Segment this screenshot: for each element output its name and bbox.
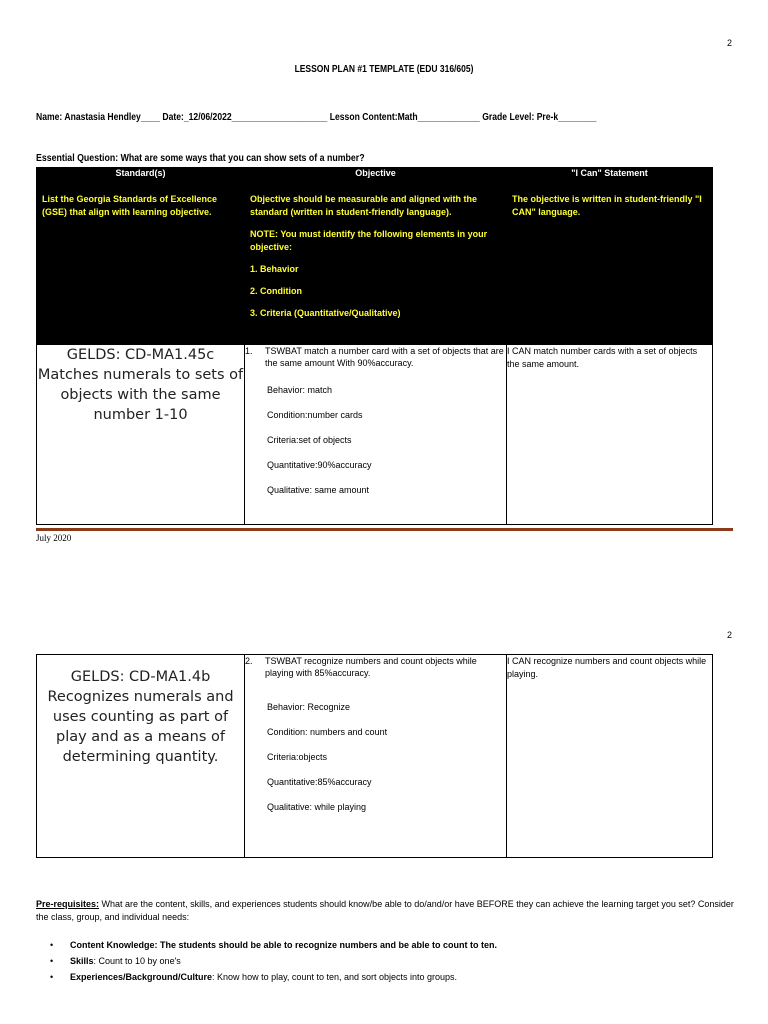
ican-instructions: The objective is written in student-friendly "I CAN" language. <box>507 189 713 345</box>
condition: Condition:number cards <box>267 410 363 420</box>
header-objective: Objective <box>245 168 507 189</box>
objective-text: TSWBAT recognize numbers and count objects while playing with 85%accuracy. <box>265 656 477 678</box>
footer-rule <box>36 528 733 531</box>
condition: Condition: numbers and count <box>267 727 388 737</box>
objective-instructions: Objective should be measurable and aligned with the standard (written in student-friendly language). NOTE: You must identify the following elements in your objective: 1. Behavior 2. Condition 3. Criteria (Quantitative/Qualitative) <box>245 189 507 345</box>
standard-cell: GELDS: CD-MA1.45c Matches numerals to sets of objects with the same number 1-10 <box>37 345 245 525</box>
quantitative: Quantitative:85%accuracy <box>267 777 372 787</box>
header-standards: Standard(s) <box>37 168 245 189</box>
criteria: Criteria:set of objects <box>267 435 352 445</box>
ican-cell: I CAN match number cards with a set of objects the same amount. <box>507 345 713 525</box>
header-ican: "I Can" Statement <box>507 168 713 189</box>
prerequisites-label: Pre-requisites: <box>36 899 100 909</box>
page-number-2: 2 <box>727 630 733 640</box>
lesson-table-1 <box>36 167 713 525</box>
page-title: LESSON PLAN #1 TEMPLATE (EDU 316/605) <box>294 64 474 75</box>
bullet-content-knowledge: • Content Knowledge: The students should be able to recognize numbers and be able to count to ten. <box>50 940 498 950</box>
objective-cell: 2. TSWBAT recognize numbers and count objects while playing with 85%accuracy. Behavior: Recognize Condition: numbers and count Criteria:objects Quantitative:85%accuracy Qualitative: while playing <box>245 655 507 858</box>
footer-date: July 2020 <box>36 533 72 543</box>
prerequisites-text: What are the content, skills, and experiences students should know/be able to do/and/or have BEFORE they can achieve the learning target you set? Consider the class, group, and individual needs: <box>36 899 734 922</box>
behavior: Behavior: Recognize <box>267 702 351 712</box>
standard-cell: GELDS: CD-MA1.4b Recognizes numerals and uses counting as part of play and as a means of determining quantity. <box>37 655 245 858</box>
qualitative: Qualitative: while playing <box>267 802 367 812</box>
lesson-table-2 <box>36 654 713 858</box>
objective-cell: 1. TSWBAT match a number card with a set of objects that are the same amount With 90%accuracy. Behavior: match Condition:number cards Criteria:set of objects Quantitative:90%accuracy Qualitative: same amount <box>245 345 507 525</box>
header-info: Name: Anastasia Hendley____ Date:_12/06/2022____________________ Lesson Content:Math_____________ Grade Level: Pre-k________ <box>36 112 597 123</box>
page-number: 2 <box>727 38 733 48</box>
ican-cell: I CAN recognize numbers and count objects while playing. <box>507 655 713 858</box>
essential-question: Essential Question: What are some ways that you can show sets of a number? <box>36 153 365 164</box>
qualitative: Qualitative: same amount <box>267 485 370 495</box>
quantitative: Quantitative:90%accuracy <box>267 460 372 470</box>
behavior: Behavior: match <box>267 385 333 395</box>
standards-instructions: List the Georgia Standards of Excellence (GSE) that align with learning objective. <box>37 189 245 345</box>
objective-text: TSWBAT match a number card with a set of objects that are the same amount With 90%accuracy. <box>265 346 504 368</box>
bullet-experiences: • Experiences/Background/Culture: Know how to play, count to ten, and sort objects into groups. <box>50 972 458 982</box>
criteria: Criteria:objects <box>267 752 328 762</box>
bullet-skills: • Skills: Count to 10 by one's <box>50 956 181 966</box>
prerequisites <box>36 898 741 924</box>
